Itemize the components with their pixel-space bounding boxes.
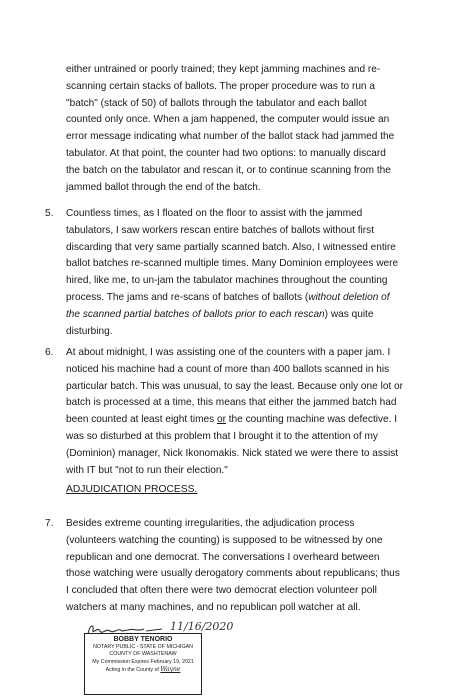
notary-title: NOTARY PUBLIC - STATE OF MICHIGAN [93,644,193,650]
para6-line-start: been counted at least eight times [66,414,217,426]
paragraph-number: 6. [45,347,54,358]
notary-name: BOBBY TENORIO [113,636,173,643]
para7-line: (volunteers watching the counting) is supposed to be witnessed by one [66,534,383,546]
para5-line: discarding that very same partially scanned batch. Also, I witnessed entire [66,241,396,253]
para6-line: with IT but "not to run their election." [66,464,228,476]
para6-line: At about midnight, I was assisting one of the counters with a paper jam. I [66,347,391,358]
signature-date: 11/16/2020 [170,620,234,633]
para5-line: disturbing. [66,325,113,337]
intro-line: the batch on the tabulator and rescan it, or to continue scanning from the [66,164,391,176]
notary-acting-county [85,666,201,674]
para7-line: republican and one democrat. The conversations I overheard between [66,551,380,563]
intro-line: scanning certain stacks of ballots. The proper procedure was to run a [66,80,375,92]
notary-stamp [84,633,202,695]
para7-line: I concluded that often there were two democrat election volunteer poll [66,585,377,597]
paragraph-number: 5. [45,208,54,219]
para5-line: tabulators, I saw workers rescan entire batches of ballots without first [66,224,374,236]
para7-line: those watching were usually derogatory comments about republicans; thus [66,568,400,580]
para6-line: was so disturbed at this problem that I brought it to the attention of my [66,430,378,442]
intro-line: "batch" (stack of 50) of ballots through the tabulator and each ballot [66,97,367,109]
intro-line: tabulator. At that point, the counter had two options: to manually discard [66,147,386,159]
para6-line-5 [66,412,418,429]
para6-line: particular batch. This was unusual, to say the least. Because only one lot or [66,380,404,392]
acting-county-value: Wayne [160,666,181,674]
para6-underlined-or: or [216,414,226,426]
para6-line: (Dominion) manager, Nick Ikonomakis. Nick stated we were there to assist [66,447,399,459]
para5-line-6 [66,290,418,307]
acting-county-label: Acting in the County of [105,667,159,674]
intro-line: jammed ballot through the end of the batch. [66,181,261,193]
intro-paragraph [66,62,416,196]
para5-line: Countless times, as I floated on the floor to assist with the jammed [66,208,363,219]
para5-line-end: ) was quite [324,308,374,320]
para7-line: watchers at many machines, and no republican poll watcher at all. [66,601,361,613]
para7-line: Besides extreme counting irregularities, the adjudication process [66,518,355,529]
para6-line-end: the counting machine was defective. I [225,414,398,426]
para5-line-7 [66,307,418,324]
intro-line: counted only once. When a jam happened, the computer would issue an [66,114,390,126]
section-heading: ADJUDICATION PROCESS. [66,484,198,495]
para5-line-text: process. The jams and re-scans of batches of ballots ( [66,291,309,303]
para6-line: noticed his machine had a count of more than 400 ballots scanned in his [66,363,390,375]
intro-line: either untrained or poorly trained; they kept jamming machines and re- [66,64,381,75]
para5-line: ballot batches re-scanned multiple times. Many Dominion employees were [66,258,399,270]
para5-italic-2: the scanned partial batches of ballots prior to each rescan [66,308,325,320]
notary-county: COUNTY OF WASHTENAW [109,651,177,658]
para6-line: batch is processed at a time, this means that either the jammed batch had [66,397,397,409]
intro-line: error message indicating what number of the ballot stack had jammed the [66,131,395,143]
notary-commission: My Commission Expires February 19, 2021 [92,658,194,665]
notary-signature-area [84,622,234,696]
para5-italic-1: without deletion of [308,291,390,303]
paragraph-number: 7. [45,518,54,529]
para5-line: hired, like me, to un-jam the tabulator machines throughout the counting [66,275,388,287]
